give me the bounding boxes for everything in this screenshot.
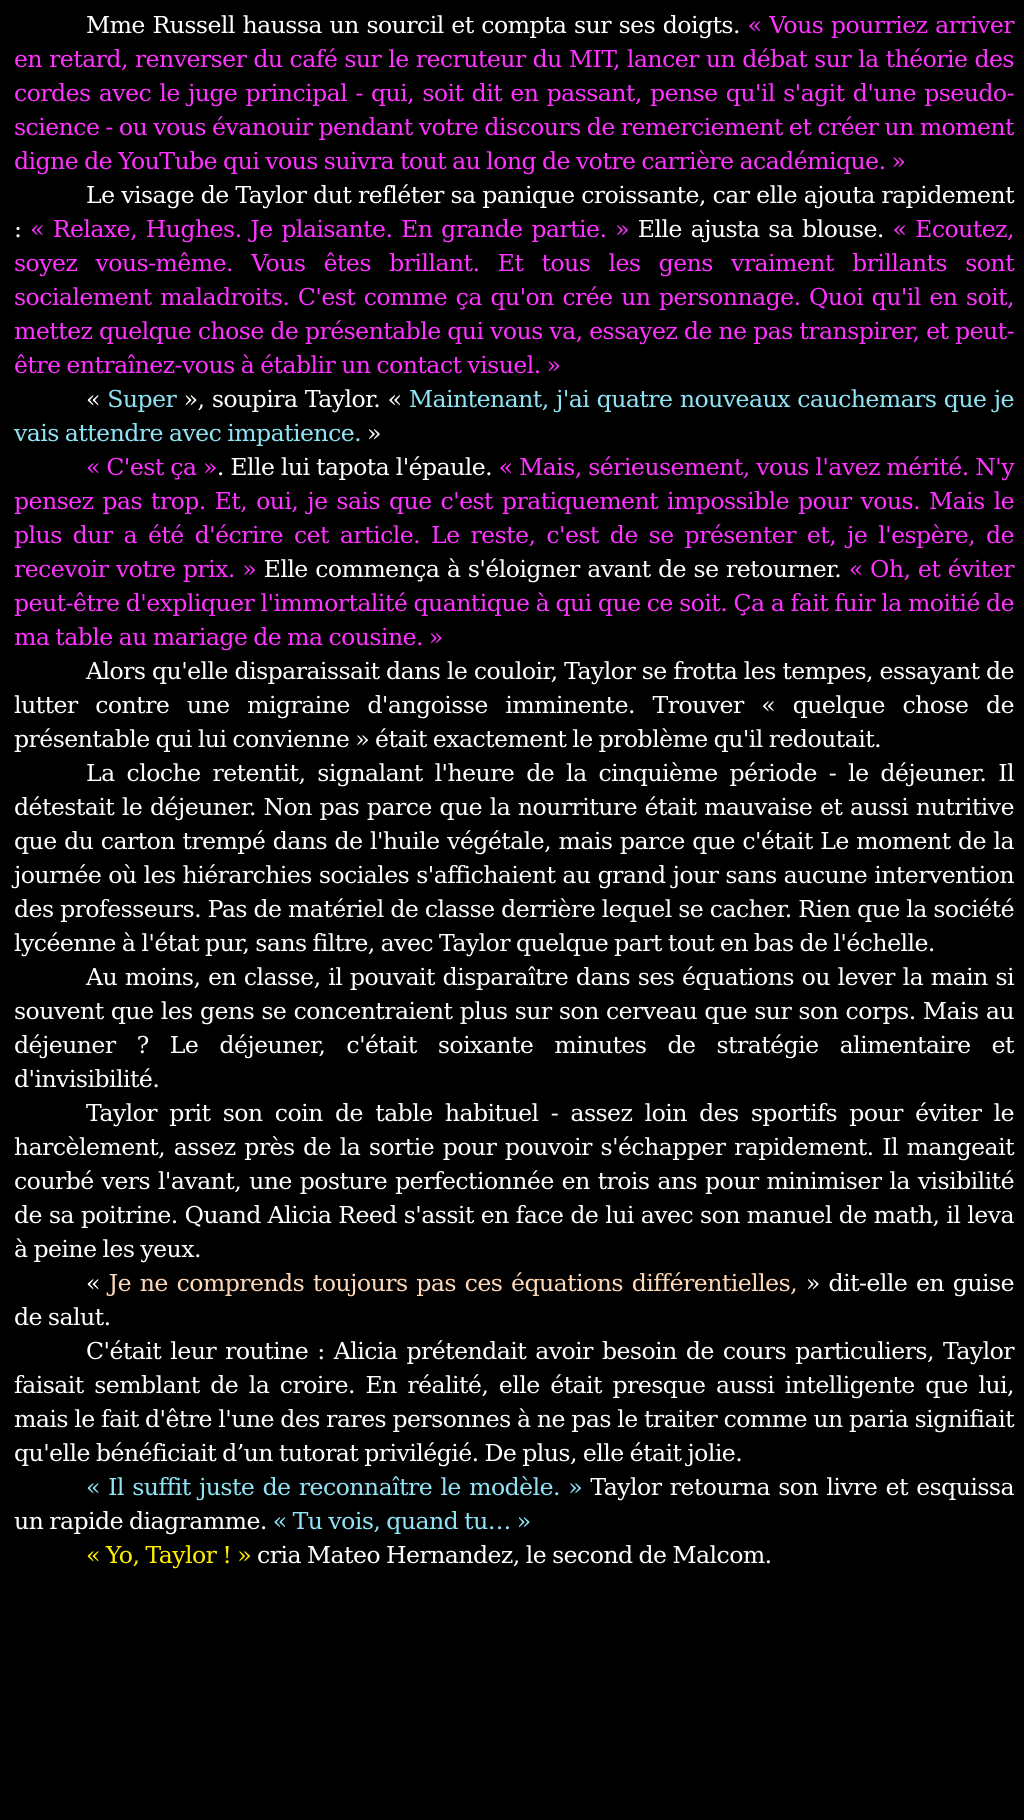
narration-text: Au moins, en classe, il pouvait disparaître dans ses équations ou lever la main si souvent que les gens se concentraient plus sur son cerveau que sur son corps. Mais au déjeuner ? Le déjeuner, c'était soixante minutes de stratégie alimentaire et d'invisibilité. <box>14 963 1014 1093</box>
story-paragraph <box>14 1538 1014 1572</box>
dialogue-russell: « Mais, sérieusement, vous l'avez mérité. N'y pensez pas trop. Et, oui, je sais que c'est pratiquement impossible pour vous. Mais le plus dur a été d'écrire cet article. Le reste, c'est de se présenter et, je l'espère, de recevoir votre prix. » <box>14 453 1015 583</box>
story-paragraph <box>14 654 1014 756</box>
story-paragraph <box>14 960 1014 1096</box>
story-paragraph <box>14 756 1014 960</box>
narration-text: Elle commença à s'éloigner avant de se retourner. <box>256 555 849 583</box>
narration-text: Mme Russell haussa un sourcil et compta sur ses doigts. <box>86 11 748 39</box>
narration-text: La cloche retentit, signalant l'heure de la cinquième période - le déjeuner. Il détestait le déjeuner. Non pas parce que la nourriture était mauvaise et aussi nutritive que du carton trempé dans de l'huile végétale, mais parce que c'était Le moment de la journée où les hiérarchies sociales s'affichaient au grand jour sans aucune intervention des professeurs. Pas de matériel de classe derrière lequel se cacher. Rien que la société lycéenne à l'état pur, sans filtre, avec Taylor quelque part tout en bas de l'échelle. <box>14 759 1014 957</box>
dialogue-taylor: Super <box>107 385 177 413</box>
narration-text: » dit-elle en guise de salut. <box>14 1269 1014 1331</box>
dialogue-taylor: « Il suffit juste de reconnaître le modèle. » <box>86 1473 583 1501</box>
narration-text: Alors qu'elle disparaissait dans le couloir, Taylor se frotta les tempes, essayant de lutter contre une migraine d'angoisse imminente. Trouver « quelque chose de présentable qui lui convienne » était exactement le problème qu'il redoutait. <box>14 657 1014 753</box>
narration-text: cria Mateo Hernandez, le second de Malcom. <box>251 1541 772 1569</box>
narration-text: Taylor retourna son livre et esquissa un rapide diagramme. <box>14 1473 1014 1535</box>
story-paragraph <box>14 450 1014 654</box>
dialogue-russell: « Oh, et éviter peut-être d'expliquer l'immortalité quantique à qui que ce soit. Ça a fait fuir la moitié de ma table au mariage de ma cousine. » <box>14 555 1014 651</box>
dialogue-russell: « C'est ça » <box>86 453 217 481</box>
narration-text: Le visage de Taylor dut refléter sa panique croissante, car elle ajouta rapidement : <box>14 181 1014 243</box>
narration-text: . Elle lui tapota l'épaule. <box>216 453 499 481</box>
narration-text: » <box>361 419 381 447</box>
story-paragraph <box>14 1266 1014 1334</box>
narration-text: », soupira Taylor. « <box>176 385 409 413</box>
narration-text: « <box>86 385 108 413</box>
story-paragraph <box>14 1334 1014 1470</box>
dialogue-taylor: « Tu vois, quand tu… » <box>272 1507 531 1535</box>
dialogue-mateo: « Yo, Taylor ! » <box>86 1541 252 1569</box>
story-paragraph <box>14 178 1014 382</box>
narration-text: C'était leur routine : Alicia prétendait avoir besoin de cours particuliers, Taylor faisait semblant de la croire. En réalité, elle était presque aussi intelligente que lui, mais le fait d'être l'une des rares personnes à ne pas le traiter comme un paria signifiait qu'elle bénéficiait d’un tutorat privilégié. De plus, elle était jolie. <box>14 1337 1014 1467</box>
narration-text: « <box>86 1269 109 1297</box>
story-paragraph <box>14 1470 1014 1538</box>
story-paragraph <box>14 8 1014 178</box>
dialogue-taylor: Maintenant, j'ai quatre nouveaux cauchemars que je vais attendre avec impatience. <box>14 385 1014 447</box>
dialogue-russell: « Ecoutez, soyez vous-même. Vous êtes brillant. Et tous les gens vraiment brillants sont socialement maladroits. C'est comme ça qu'on crée un personnage. Quoi qu'il en soit, mettez quelque chose de présentable qui vous va, essayez de ne pas transpirer, et peut-être entraînez-vous à établir un contact visuel. » <box>14 215 1014 379</box>
narration-text: Taylor prit son coin de table habituel - assez loin des sportifs pour éviter le harcèlement, assez près de la sortie pour pouvoir s'échapper rapidement. Il mangeait courbé vers l'avant, une posture perfectionnée en trois ans pour minimiser la visibilité de sa poitrine. Quand Alicia Reed s'assit en face de lui avec son manuel de math, il leva à peine les yeux. <box>14 1099 1014 1263</box>
story-paragraph <box>14 1096 1014 1266</box>
dialogue-russell: « Vous pourriez arriver en retard, renverser du café sur le recruteur du MIT, lancer un débat sur la théorie des cordes avec le juge principal - qui, soit dit en passant, pense qu'il s'agit d'une pseudo-science - ou vous évanouir pendant votre discours de remerciement et créer un moment digne de YouTube qui vous suivra tout au long de votre carrière académique. » <box>14 11 1015 175</box>
dialogue-russell: « Relaxe, Hughes. Je plaisante. En grande partie. » <box>30 215 630 243</box>
narration-text: Elle ajusta sa blouse. <box>629 215 893 243</box>
story-paragraph <box>14 382 1014 450</box>
dialogue-alicia: Je ne comprends toujours pas ces équations différentielles, <box>108 1269 798 1297</box>
